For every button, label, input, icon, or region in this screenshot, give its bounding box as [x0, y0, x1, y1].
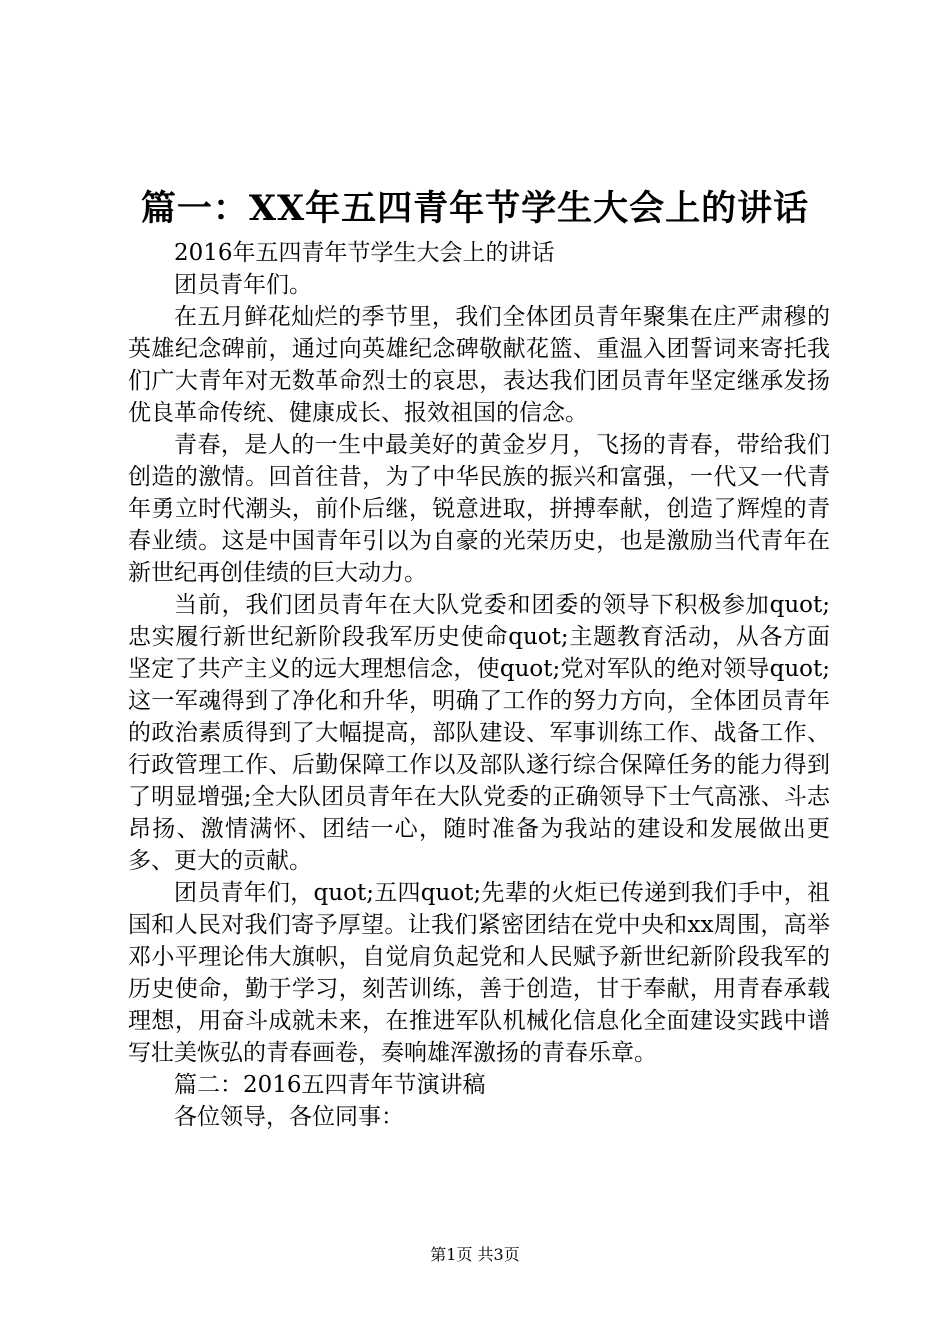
paragraph-speech-heading: 2016年五四青年节学生大会上的讲话 [174, 240, 555, 266]
page-number-footer: 第1页 共3页 [430, 1245, 520, 1264]
paragraph-2: 青春，是人的一生中最美好的黄金岁月，飞扬的青春，带给我们创造的激情。回首往昔，为了中华民族的振兴和富强，一代又一代青年勇立时代潮头，前仆后继，锐意进取，拼搏奉献，创造了辉煌的青春业绩。这是中国青年引以为自豪的光荣历史，也是激励当代青年在新世纪再创佳绩的巨大动力。 [128, 432, 830, 586]
paragraph-salutation: 团员青年们。 [174, 272, 312, 298]
paragraph-salutation-two: 各位领导，各位同事： [174, 1104, 404, 1130]
paragraph-4: 团员青年们，quot;五四quot;先辈的火炬已传递到我们手中，祖国和人民对我们寄予厚望。让我们紧密团结在党中央和xx周围，高举邓小平理论伟大旗帜，自觉肩负起党和人民赋予新世纪新阶段我军的历史使命，勤于学习，刻苦训练，善于创造，甘于奉献，用青春承载理想，用奋斗成就未来，在推进军队机械化信息化全面建设实践中谱写壮美恢弘的青春画卷，奏响雄浑激扬的青春乐章。 [128, 880, 830, 1066]
paragraph-1: 在五月鲜花灿烂的季节里，我们全体团员青年聚集在庄严肃穆的英雄纪念碑前，通过向英雄纪念碑敬献花篮、重温入团誓词来寄托我们广大青年对无数革命烈士的哀思，表达我们团员青年坚定继承发扬优良革命传统、健康成长、报效祖国的信念。 [128, 304, 830, 426]
document-body [128, 237, 830, 1133]
paragraph-3: 当前，我们团员青年在大队党委和团委的领导下积极参加quot;忠实履行新世纪新阶段我军历史使命quot;主题教育活动，从各方面坚定了共产主义的远大理想信念，使quot;党对军队的绝对领导quot;这一军魂得到了净化和升华，明确了工作的努力方向，全体团员青年的政治素质得到了大幅提高，部队建设、军事训练工作、战备工作、行政管理工作、后勤保障工作以及部队遂行综合保障任务的能力得到了明显增强;全大队团员青年在大队党委的正确领导下士气高涨、斗志昂扬、激情满怀、团结一心，随时准备为我站的建设和发展做出更多、更大的贡献。 [128, 592, 830, 874]
document-title: 篇一：XX年五四青年节学生大会上的讲话 [140, 188, 810, 229]
section-heading-part-two: 篇二：2016五四青年节演讲稿 [174, 1072, 486, 1098]
